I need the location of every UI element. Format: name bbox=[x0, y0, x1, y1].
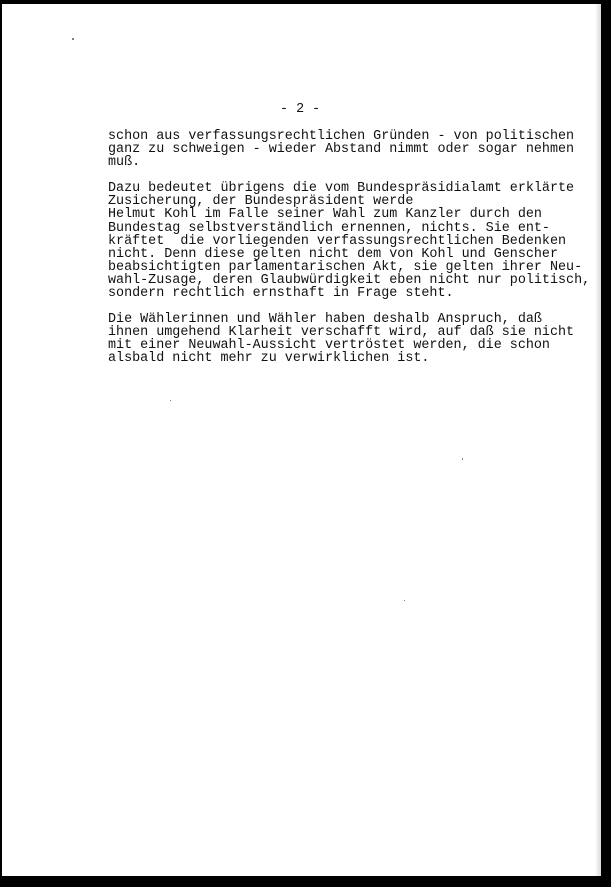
paragraph-2 bbox=[108, 181, 591, 302]
text-line: muß. bbox=[108, 155, 141, 171]
text-line: kräftet die vorliegenden verfassungsrechtlichen Bedenken bbox=[108, 233, 567, 249]
text-line: Dazu bedeutet übrigens die vom Bundespräsidialamt erklärte bbox=[108, 181, 575, 197]
page-number: - 2 - bbox=[280, 102, 321, 117]
scan-speck bbox=[170, 400, 171, 401]
text-line: beabsichtigten parlamentarischen Akt, sie gelten ihrer Neu- bbox=[108, 259, 583, 275]
scan-speck bbox=[72, 38, 74, 40]
text-line: alsbald nicht mehr zu verwirklichen ist. bbox=[108, 351, 430, 367]
text-line: schon aus verfassungsrechtlichen Gründen - von politischen bbox=[108, 129, 575, 144]
scanned-page bbox=[2, 4, 601, 876]
paragraph-1 bbox=[108, 129, 575, 171]
scan-speck bbox=[404, 600, 405, 601]
text-line: Helmut Kohl im Falle seiner Wahl zum Kanzler durch den bbox=[108, 207, 542, 223]
letter-body bbox=[108, 129, 591, 379]
page-edge-shadow bbox=[595, 4, 601, 876]
text-line: Zusicherung, der Bundespräsident werde bbox=[108, 194, 414, 210]
text-line: sondern rechtlich ernsthaft in Frage steht. bbox=[108, 286, 454, 302]
scan-speck bbox=[462, 458, 463, 460]
text-line: mit einer Neuwahl-Aussicht vertröstet werden, die schon bbox=[108, 338, 550, 354]
text-line: ganz zu schweigen - wieder Abstand nimmt oder sogar nehmen bbox=[108, 142, 575, 158]
text-line: Bundestag selbstverständlich ernennen, nichts. Sie ent- bbox=[108, 220, 550, 236]
text-line: Die Wählerinnen und Wähler haben deshalb Anspruch, daß bbox=[108, 312, 542, 328]
text-line: wahl-Zusage, deren Glaubwürdigkeit eben nicht nur politisch, bbox=[108, 272, 591, 288]
text-line: ihnen umgehend Klarheit verschafft wird, auf daß sie nicht bbox=[108, 325, 575, 341]
text-line: nicht. Denn diese gelten nicht dem von Kohl und Genscher bbox=[108, 246, 558, 262]
paragraph-3 bbox=[108, 312, 575, 367]
